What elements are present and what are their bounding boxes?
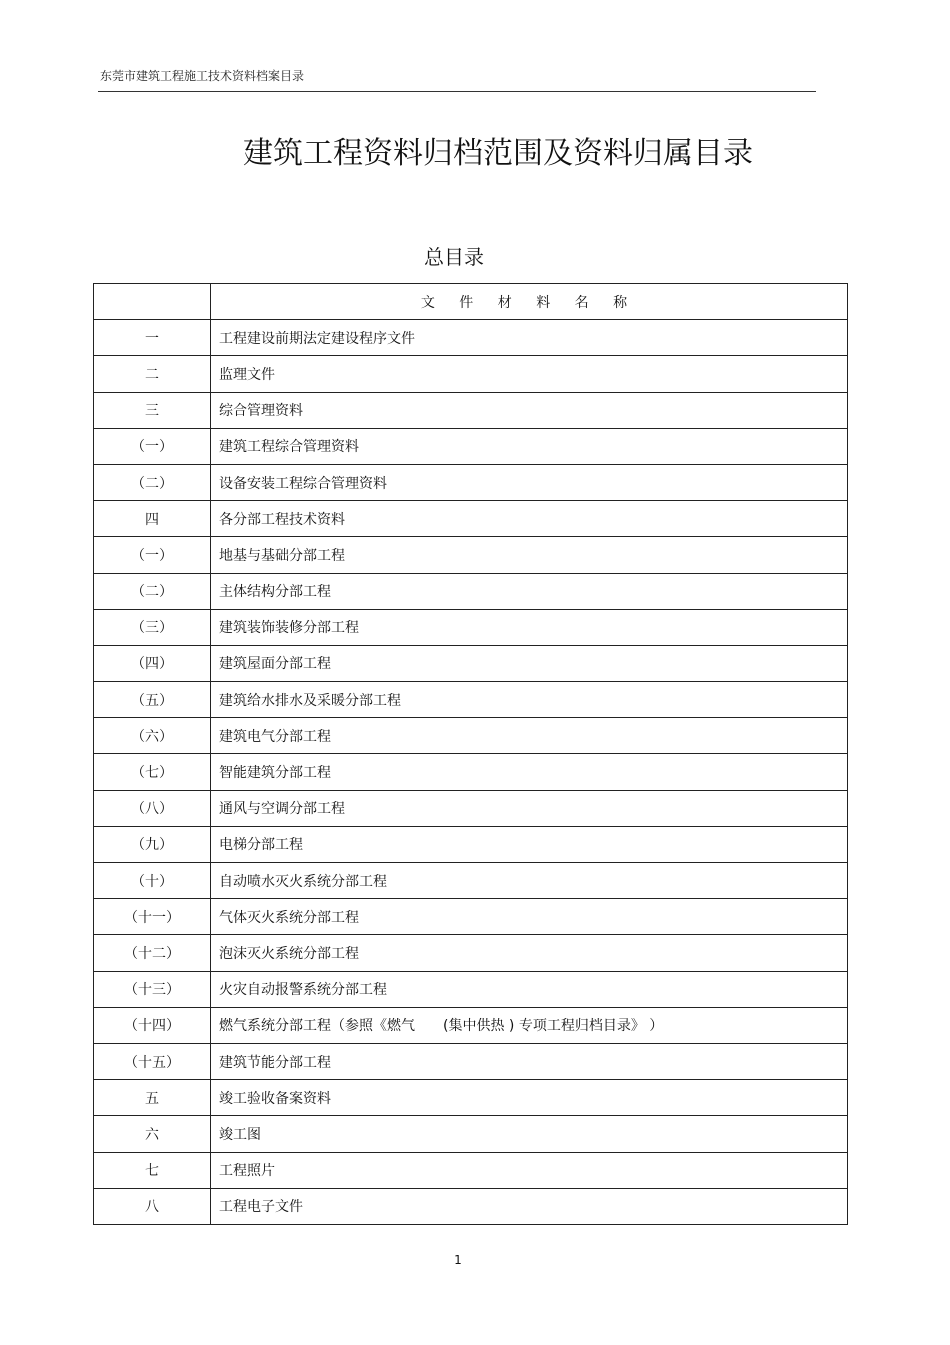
running-header: 东莞市建筑工程施工技术资料档案目录 (100, 69, 305, 83)
row-number: 四 (94, 501, 211, 537)
table-row (94, 1188, 848, 1224)
row-number: 三 (94, 392, 211, 428)
row-number: 六 (94, 1116, 211, 1152)
row-name: 竣工验收备案资料 (211, 1080, 848, 1116)
table-header-row (94, 284, 848, 320)
row-name: 主体结构分部工程 (211, 573, 848, 609)
row-number: （一） (94, 537, 211, 573)
row-number: （六） (94, 718, 211, 754)
row-name: 建筑屋面分部工程 (211, 645, 848, 681)
row-number: 八 (94, 1188, 211, 1224)
table-row (94, 790, 848, 826)
row-name: 气体灭火系统分部工程 (211, 899, 848, 935)
row-number: （八） (94, 790, 211, 826)
table-row (94, 899, 848, 935)
row-number: （十四） (94, 1007, 211, 1043)
table-row (94, 356, 848, 392)
table-row (94, 501, 848, 537)
row-name: 监理文件 (211, 356, 848, 392)
toc-body (94, 320, 848, 1225)
row-name: 建筑节能分部工程 (211, 1043, 848, 1079)
table-row (94, 1080, 848, 1116)
row-number: 七 (94, 1152, 211, 1188)
table-row (94, 645, 848, 681)
table-row (94, 935, 848, 971)
row-number: （七） (94, 754, 211, 790)
row-name: 设备安装工程综合管理资料 (211, 464, 848, 500)
table-row (94, 537, 848, 573)
table-row (94, 464, 848, 500)
table-row (94, 682, 848, 718)
header-number-cell (94, 284, 211, 320)
page-number: 1 (454, 1253, 462, 1267)
table-row (94, 1116, 848, 1152)
table-row (94, 826, 848, 862)
toc-table (93, 283, 848, 1225)
table-row (94, 573, 848, 609)
header-divider (98, 91, 816, 92)
row-name: 建筑装饰装修分部工程 (211, 609, 848, 645)
table-row (94, 754, 848, 790)
row-number: （九） (94, 826, 211, 862)
row-name: 工程照片 (211, 1152, 848, 1188)
row-number: 二 (94, 356, 211, 392)
row-number: （五） (94, 682, 211, 718)
row-name: 泡沫灭火系统分部工程 (211, 935, 848, 971)
table-row (94, 718, 848, 754)
row-name: 通风与空调分部工程 (211, 790, 848, 826)
row-number: 一 (94, 320, 211, 356)
row-number: （二） (94, 464, 211, 500)
table-row (94, 392, 848, 428)
row-name: 各分部工程技术资料 (211, 501, 848, 537)
table-row (94, 1043, 848, 1079)
row-number: （四） (94, 645, 211, 681)
row-name: 智能建筑分部工程 (211, 754, 848, 790)
row-name: 建筑给水排水及采暖分部工程 (211, 682, 848, 718)
row-number: （十一） (94, 899, 211, 935)
row-number: （十二） (94, 935, 211, 971)
row-name: 工程电子文件 (211, 1188, 848, 1224)
row-name: 火灾自动报警系统分部工程 (211, 971, 848, 1007)
row-number: 五 (94, 1080, 211, 1116)
row-number: （一） (94, 428, 211, 464)
row-number: （十三） (94, 971, 211, 1007)
row-name: 工程建设前期法定建设程序文件 (211, 320, 848, 356)
row-name: 地基与基础分部工程 (211, 537, 848, 573)
row-name: 电梯分部工程 (211, 826, 848, 862)
table-row (94, 609, 848, 645)
row-name: 自动喷水灭火系统分部工程 (211, 863, 848, 899)
row-number: （十） (94, 863, 211, 899)
table-row (94, 428, 848, 464)
table-row (94, 1007, 848, 1043)
toc-title: 总目录 (424, 245, 484, 269)
table-row (94, 320, 848, 356)
row-number: （三） (94, 609, 211, 645)
row-name: 燃气系统分部工程（参照《燃气 (集中供热 ) 专项工程归档目录》 ） (211, 1007, 848, 1043)
row-number: （二） (94, 573, 211, 609)
row-number: （十五） (94, 1043, 211, 1079)
row-name: 综合管理资料 (211, 392, 848, 428)
header-name-cell: 文 件 材 料 名 称 (211, 284, 848, 320)
row-name: 建筑电气分部工程 (211, 718, 848, 754)
row-name: 建筑工程综合管理资料 (211, 428, 848, 464)
table-row (94, 863, 848, 899)
table-row (94, 1152, 848, 1188)
row-name: 竣工图 (211, 1116, 848, 1152)
table-row (94, 971, 848, 1007)
document-title: 建筑工程资料归档范围及资料归属目录 (243, 136, 753, 171)
